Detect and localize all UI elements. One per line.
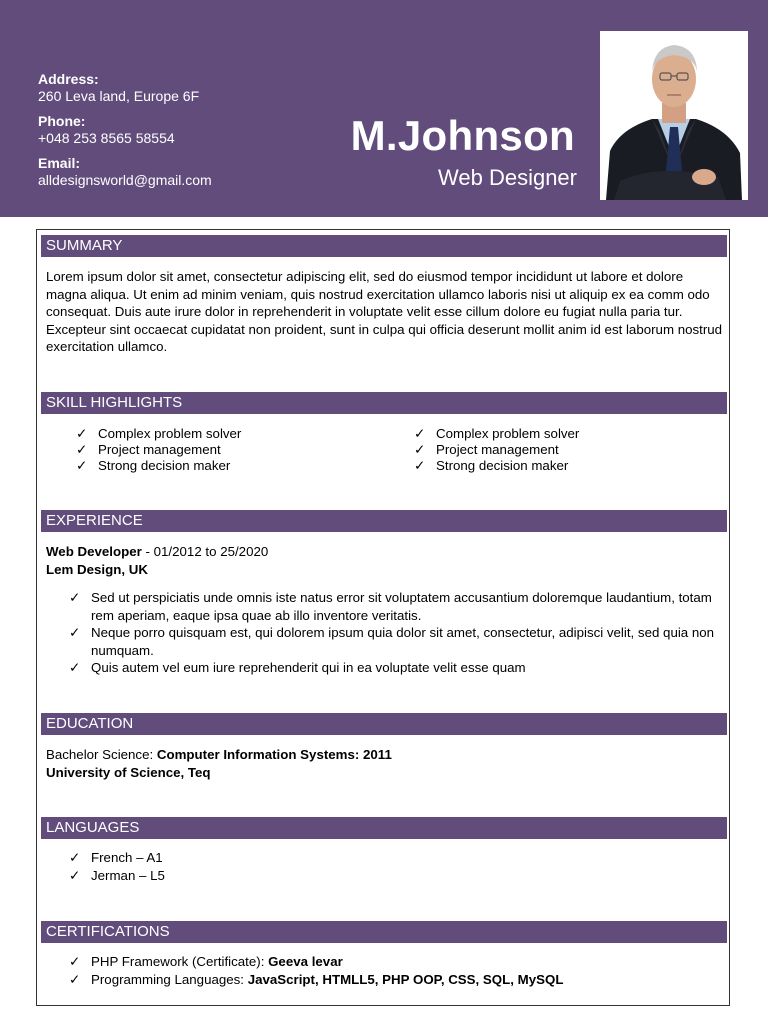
check-icon: ✓ [414, 442, 426, 457]
summary-heading: SUMMARY [41, 235, 727, 257]
phone-value: +048 253 8565 58554 [38, 130, 175, 146]
contact-block [38, 71, 212, 197]
check-icon: ✓ [76, 458, 88, 473]
education-details [46, 746, 726, 781]
address-value: 260 Leva land, Europe 6F [38, 88, 200, 104]
email-value: alldesignsworld@gmail.com [38, 172, 212, 188]
experience-heading: EXPERIENCE [41, 510, 727, 532]
check-icon: ✓ [69, 971, 81, 987]
certifications-list [69, 953, 729, 988]
skills-left-list [76, 426, 241, 474]
check-icon: ✓ [69, 867, 81, 883]
list-item: ✓ French – A1 [69, 850, 163, 865]
profile-photo [600, 31, 748, 200]
candidate-title: Web Designer [438, 165, 577, 190]
list-item: ✓ Strong decision maker [76, 458, 231, 473]
candidate-name: M.Johnson [350, 112, 575, 159]
list-item: ✓ Complex problem solver [414, 426, 580, 441]
email-label: Email: [38, 155, 81, 171]
skills-heading: SKILL HIGHLIGHTS [41, 392, 727, 414]
list-item: ✓ Strong decision maker [414, 458, 569, 473]
list-item: ✓ PHP Framework (Certificate): Geeva levar [69, 954, 343, 969]
experience-bullets [69, 589, 729, 677]
experience-role: Web Developer [46, 544, 142, 559]
list-item: ✓ Quis autem vel eum iure reprehenderit qui in ea voluptate velit esse quam [69, 660, 526, 676]
experience-role-line [46, 543, 726, 578]
education-school: University of Science, Teq [46, 764, 211, 780]
address-label: Address: [38, 71, 99, 87]
summary-text: Lorem ipsum dolor sit amet, consectetur adipiscing elit, sed do eiusmod tempor incididunt ut labore et dolore magna aliqua. Ut enim ad minim veniam, quis nostrud exercitation ullamco laboris nisi ut aliquip ex ea comm odo consequat. Duis aute irure dolor in reprehenderit in voluptate velit esse cillum dolore eu fugiat nulla paria tur. Excepteur sint occaecat cupidatat non proident, sunt in culpa qui officia deserunt mollit anim id est laborum nostrud exercitation ullamco. [46, 269, 723, 355]
check-icon: ✓ [414, 458, 426, 473]
check-icon: ✓ [69, 850, 81, 865]
check-icon: ✓ [69, 590, 81, 605]
check-icon: ✓ [414, 426, 426, 441]
resume-header [0, 0, 768, 217]
list-item: ✓ Jerman – L5 [69, 867, 165, 883]
list-item: ✓ Project management [76, 442, 221, 457]
skills-right-list [414, 426, 579, 474]
experience-dates: - 01/2012 to 25/2020 [141, 544, 269, 559]
education-heading: EDUCATION [41, 713, 727, 735]
check-icon: ✓ [76, 442, 88, 457]
list-item: ✓ Project management [414, 442, 559, 457]
check-icon: ✓ [69, 660, 81, 676]
list-item: ✓ Programming Languages: JavaScript, HTMLL5, PHP OOP, CSS, SQL, MySQL [69, 971, 564, 987]
check-icon: ✓ [69, 954, 81, 969]
experience-company: Lem Design, UK [46, 561, 148, 577]
education-degree: Computer Information Systems: 2011 [156, 747, 392, 762]
list-item: ✓ Neque porro quisquam est, qui dolorem ipsum quia dolor sit amet, consectetur, adipisci velit, sed quia non numquam. [69, 625, 715, 658]
check-icon: ✓ [69, 625, 81, 641]
education-degree-prefix: Bachelor Science: [46, 747, 157, 762]
languages-heading: LANGUAGES [41, 817, 727, 839]
list-item: ✓ Sed ut perspiciatis unde omnis iste natus error sit voluptatem accusantium doloremque laudantium, totam rem aperiam, eaque ipsa quae ab illo inventore veritatis. [69, 590, 712, 623]
languages-list [69, 849, 729, 884]
check-icon: ✓ [76, 426, 88, 441]
phone-label: Phone: [38, 113, 86, 129]
certifications-heading: CERTIFICATIONS [41, 921, 727, 943]
list-item: ✓ Complex problem solver [76, 426, 242, 441]
